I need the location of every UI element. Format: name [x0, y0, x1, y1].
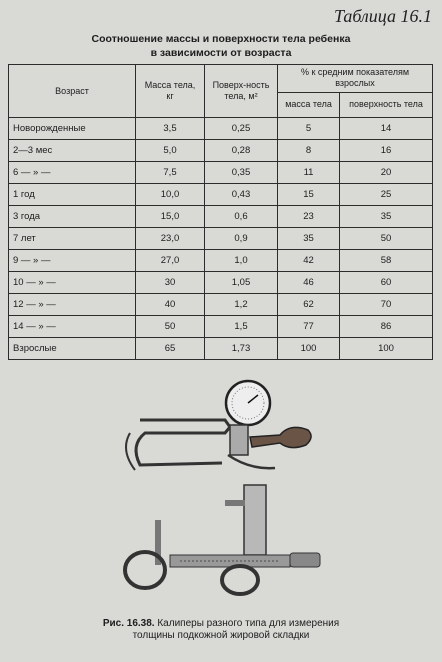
percent-mass-cell: 35 — [278, 228, 340, 250]
mass-cell: 10,0 — [136, 184, 205, 206]
surface-cell: 0,6 — [205, 206, 278, 228]
surface-cell: 0,35 — [205, 162, 278, 184]
figure-caption-line-1: Калиперы разного типа для измерения — [157, 618, 340, 629]
figure-caption-line-2: толщины подкожной жировой складки — [132, 630, 310, 641]
age-cell: Взрослые — [9, 338, 136, 360]
surface-cell: 0,43 — [205, 184, 278, 206]
percent-surface-cell: 20 — [340, 162, 433, 184]
percent-surface-cell: 16 — [340, 140, 433, 162]
figure-caption — [0, 618, 442, 642]
mass-cell: 3,5 — [136, 118, 205, 140]
table-row — [9, 338, 433, 360]
table-title-line-1: Соотношение массы и поверхности тела ребенка — [91, 33, 351, 45]
mass-cell: 15,0 — [136, 206, 205, 228]
surface-cell: 0,25 — [205, 118, 278, 140]
surface-cell: 1,5 — [205, 316, 278, 338]
table-row — [9, 250, 433, 272]
table-row — [9, 272, 433, 294]
percent-mass-cell: 11 — [278, 162, 340, 184]
table-row — [9, 140, 433, 162]
mass-cell: 30 — [136, 272, 205, 294]
age-cell: 7 лет — [9, 228, 136, 250]
percent-mass-cell: 5 — [278, 118, 340, 140]
percent-surface-cell: 25 — [340, 184, 433, 206]
mass-cell: 65 — [136, 338, 205, 360]
mass-cell: 50 — [136, 316, 205, 338]
percent-mass-cell: 15 — [278, 184, 340, 206]
caliper-arm-top — [136, 420, 230, 465]
caliper-ring-right — [222, 566, 258, 594]
data-table — [8, 64, 433, 360]
age-cell: 12 — » — — [9, 294, 136, 316]
header-percent-surface: поверхность тела — [340, 92, 433, 117]
percent-surface-cell: 86 — [340, 316, 433, 338]
age-cell: 2—3 мес — [9, 140, 136, 162]
mass-cell: 5,0 — [136, 140, 205, 162]
table-row — [9, 118, 433, 140]
surface-cell: 1,05 — [205, 272, 278, 294]
percent-surface-cell: 14 — [340, 118, 433, 140]
percent-surface-cell: 50 — [340, 228, 433, 250]
caliper-ring-left — [125, 552, 165, 588]
table-number: Таблица 16.1 — [333, 6, 432, 26]
percent-mass-cell: 62 — [278, 294, 340, 316]
table-title-line-2: в зависимости от возраста — [150, 47, 292, 59]
mass-cell: 23,0 — [136, 228, 205, 250]
mass-cell: 40 — [136, 294, 205, 316]
percent-mass-cell: 77 — [278, 316, 340, 338]
percent-surface-cell: 60 — [340, 272, 433, 294]
table-row — [9, 316, 433, 338]
caliper-lever — [228, 455, 275, 468]
table-row — [9, 206, 433, 228]
caliper-jaw — [126, 433, 135, 470]
caliper-frame — [244, 485, 266, 555]
caliper-jaw-bottom — [225, 500, 245, 506]
age-cell: 1 год — [9, 184, 136, 206]
table-row — [9, 228, 433, 250]
table-title — [0, 32, 442, 60]
percent-mass-cell: 23 — [278, 206, 340, 228]
figure-label: Рис. 16.38. — [102, 618, 155, 629]
caliper-handle — [250, 427, 311, 447]
header-age: Возраст — [9, 65, 136, 118]
percent-mass-cell: 8 — [278, 140, 340, 162]
mass-cell: 7,5 — [136, 162, 205, 184]
percent-mass-cell: 46 — [278, 272, 340, 294]
table-row — [9, 294, 433, 316]
table-body — [9, 118, 433, 360]
surface-cell: 0,28 — [205, 140, 278, 162]
percent-mass-cell: 42 — [278, 250, 340, 272]
percent-surface-cell: 58 — [340, 250, 433, 272]
percent-surface-cell: 100 — [340, 338, 433, 360]
age-cell: 10 — » — — [9, 272, 136, 294]
age-cell: 6 — » — — [9, 162, 136, 184]
table-row — [9, 184, 433, 206]
age-cell: 9 — » — — [9, 250, 136, 272]
header-percent-group: % к средним показателям взрослых — [278, 65, 433, 93]
percent-surface-cell: 35 — [340, 206, 433, 228]
calipers-figure — [100, 375, 340, 615]
caliper-end-knob — [290, 553, 320, 567]
header-percent-mass: масса тела — [278, 92, 340, 117]
age-cell: 3 года — [9, 206, 136, 228]
table-row — [9, 162, 433, 184]
header-mass: Масса тела, кг — [136, 65, 205, 118]
surface-cell: 1,2 — [205, 294, 278, 316]
percent-surface-cell: 70 — [340, 294, 433, 316]
mass-cell: 27,0 — [136, 250, 205, 272]
surface-cell: 0,9 — [205, 228, 278, 250]
header-surface: Поверх-ность тела, м² — [205, 65, 278, 118]
caliper-body — [230, 425, 248, 455]
percent-mass-cell: 100 — [278, 338, 340, 360]
surface-cell: 1,0 — [205, 250, 278, 272]
surface-cell: 1,73 — [205, 338, 278, 360]
age-cell: 14 — » — — [9, 316, 136, 338]
age-cell: Новорожденные — [9, 118, 136, 140]
